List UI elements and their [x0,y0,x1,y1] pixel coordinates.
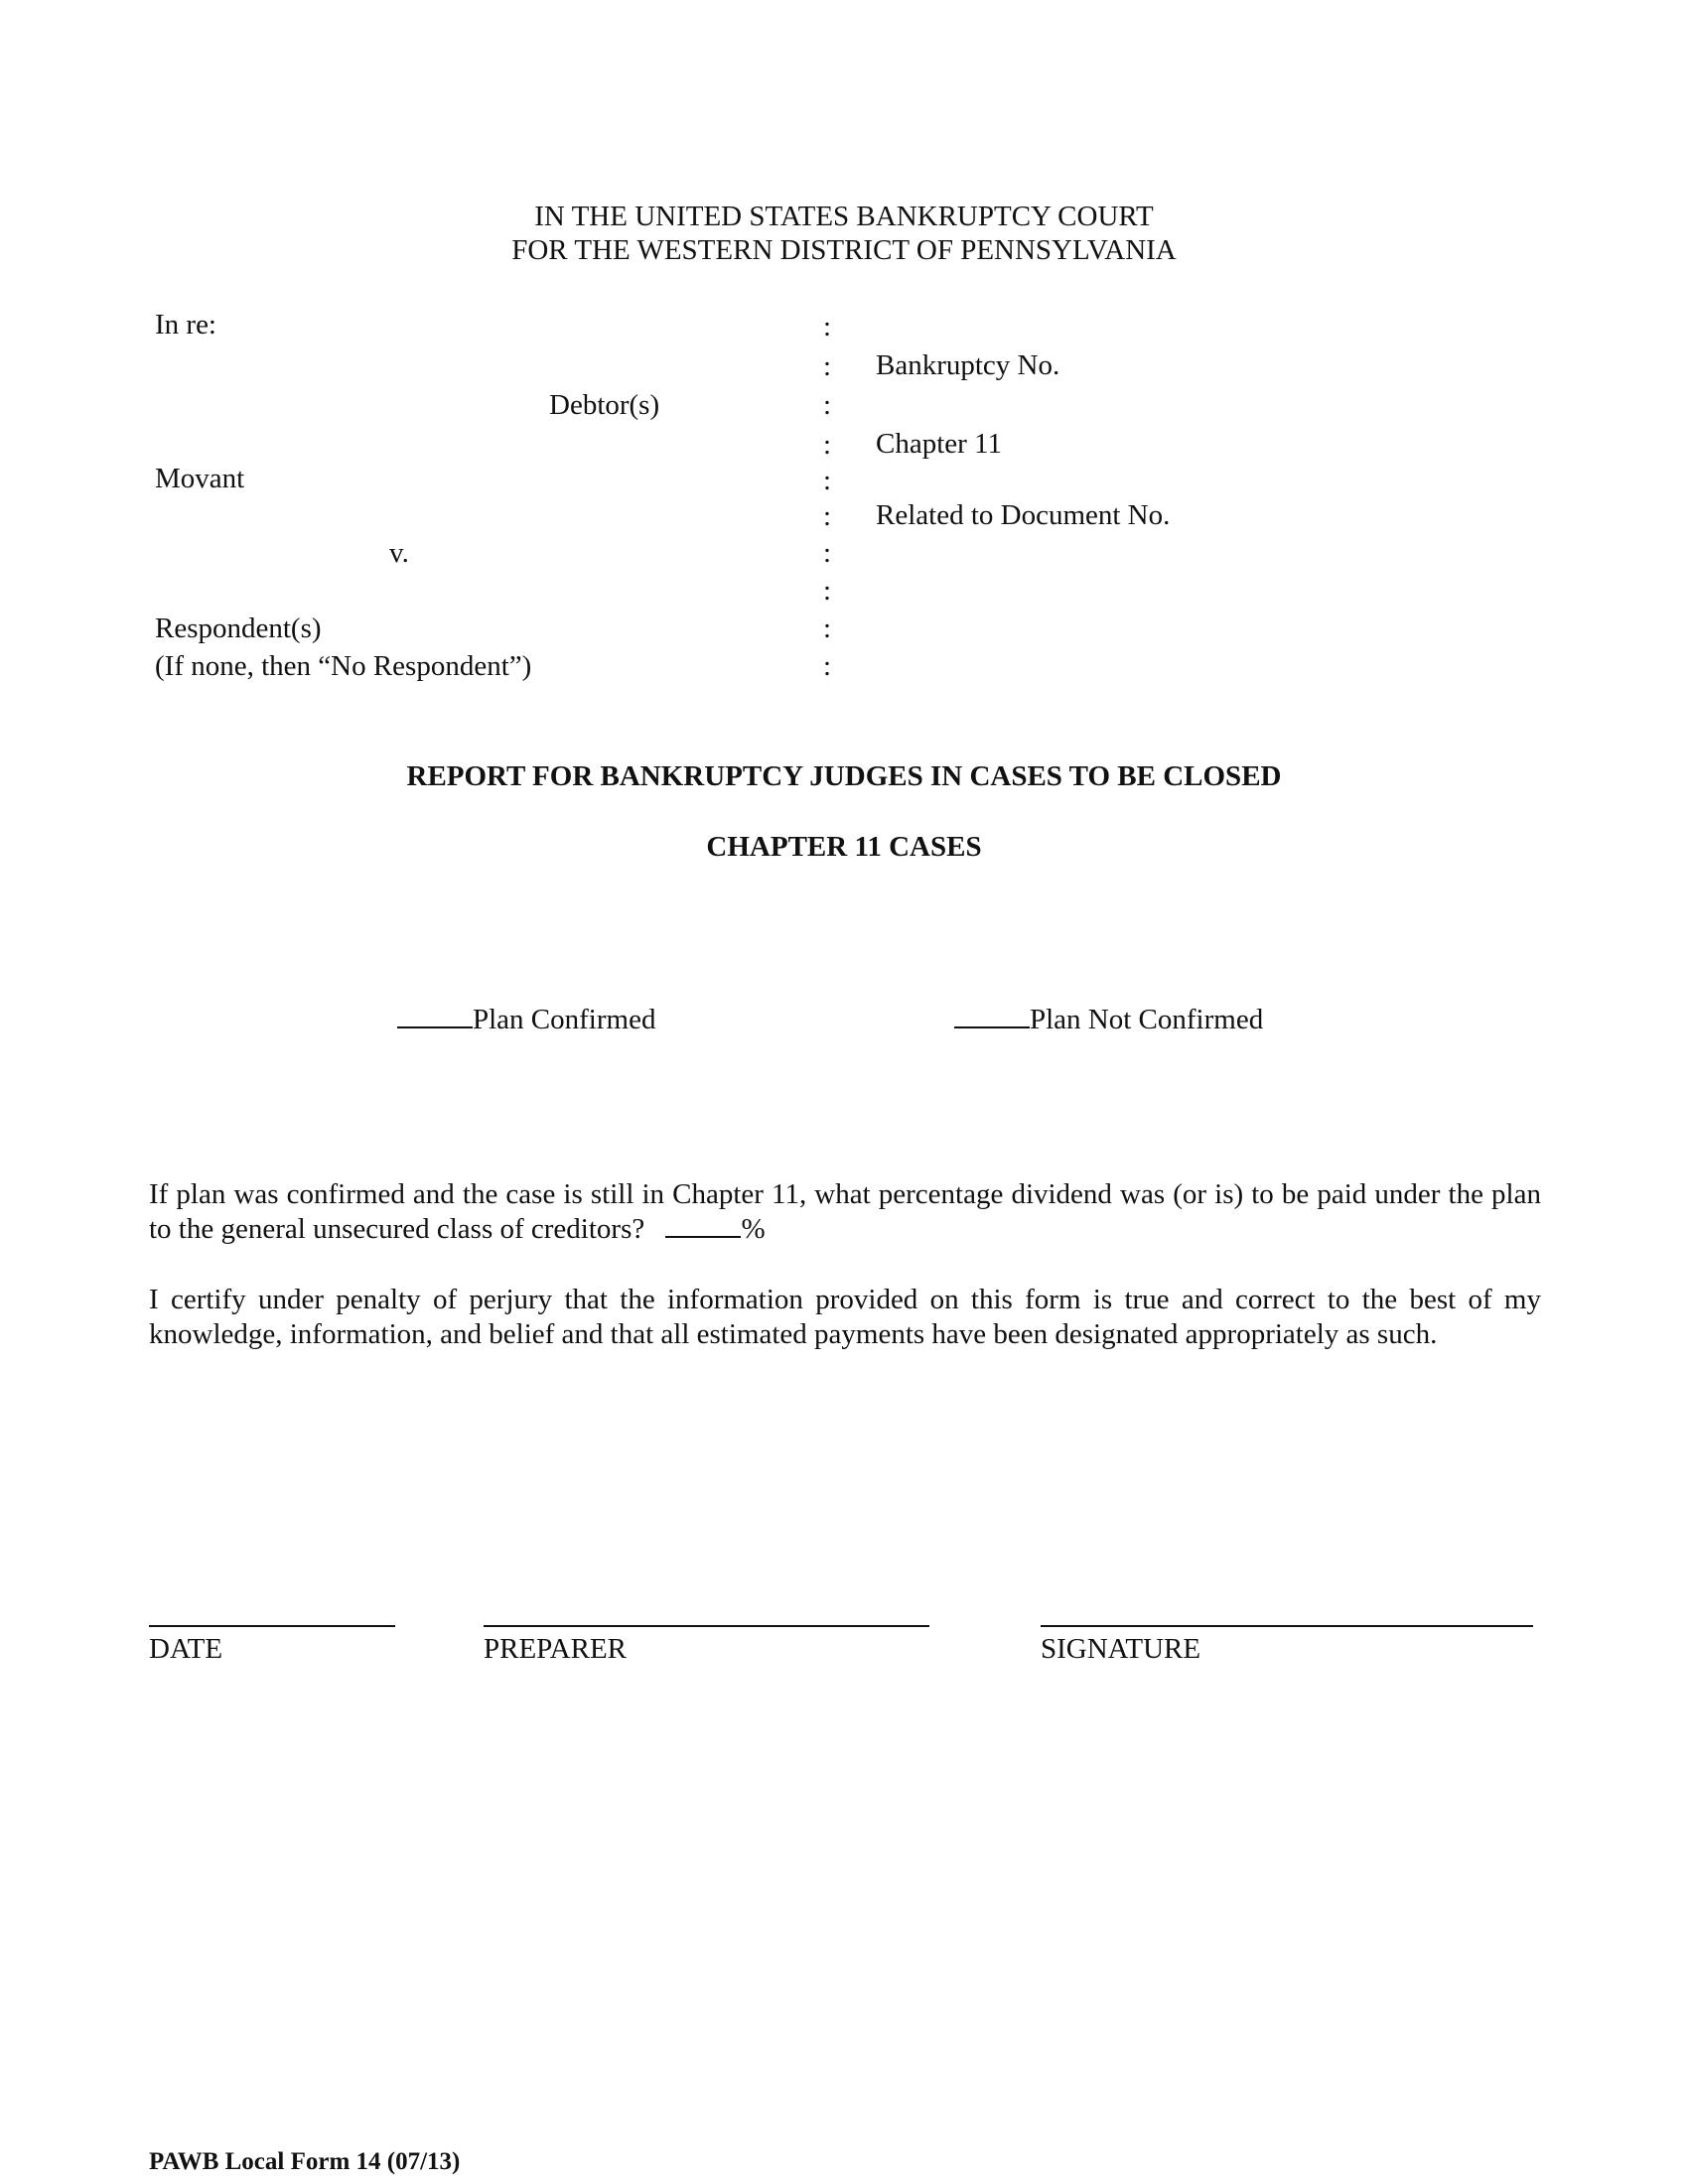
plan-not-confirmed-blank[interactable] [954,1003,1030,1028]
dividend-percentage-blank[interactable] [665,1212,741,1238]
form-identifier: PAWB Local Form 14 (07/13) [149,2148,461,2175]
court-name-line2: FOR THE WESTERN DISTRICT OF PENNSYLVANIA [511,234,1177,266]
in-re-label: In re: [155,309,216,341]
caption-separator: : [823,500,832,532]
certification-statement: I certify under penalty of perjury that the information provided on this form is true and correct to the best of my knowledge, information, and belief and that all estimated payments have been designated appropriately as such. [149,1284,1541,1350]
caption-separator: : [823,350,832,382]
plan-confirmed-blank[interactable] [397,1003,473,1028]
movant-label: Movant [155,463,245,494]
caption-separator: : [823,311,832,342]
caption-separator: : [823,650,832,682]
related-document-label: Related to Document No. [876,499,1171,531]
bankruptcy-number-label: Bankruptcy No. [876,349,1060,381]
debtors-label: Debtor(s) [549,389,660,421]
caption-separator: : [823,465,832,496]
date-line[interactable] [149,1625,395,1627]
report-subtitle: CHAPTER 11 CASES [706,831,982,863]
preparer-line[interactable] [484,1625,929,1627]
versus-label: v. [389,537,409,569]
respondents-note: (If none, then “No Respondent”) [155,650,532,682]
caption-separator: : [823,429,832,461]
caption-separator: : [823,537,832,569]
percent-sign: % [741,1213,766,1245]
date-label: DATE [149,1633,223,1665]
report-title: REPORT FOR BANKRUPTCY JUDGES IN CASES TO BE CLOSED [406,760,1282,792]
preparer-label: PREPARER [484,1633,627,1665]
dividend-question [149,1177,1541,1247]
signature-label: SIGNATURE [1041,1633,1201,1665]
plan-confirmed-label: Plan Confirmed [473,1004,656,1035]
plan-not-confirmed-label: Plan Not Confirmed [1030,1004,1264,1035]
dividend-question-text: If plan was confirmed and the case is still in Chapter 11, what percentage dividend was (or is) to be paid under the plan to the general unsecured class of creditors? [149,1178,1541,1245]
respondents-label: Respondent(s) [155,613,322,644]
chapter-label: Chapter 11 [876,428,1002,460]
caption-separator: : [823,389,832,421]
court-name-line1: IN THE UNITED STATES BANKRUPTCY COURT [534,201,1154,232]
signature-line[interactable] [1041,1625,1533,1627]
caption-separator: : [823,613,832,644]
caption-separator: : [823,575,832,607]
plan-not-confirmed-option[interactable] [954,1003,1263,1036]
plan-confirmed-option[interactable] [397,1003,655,1036]
